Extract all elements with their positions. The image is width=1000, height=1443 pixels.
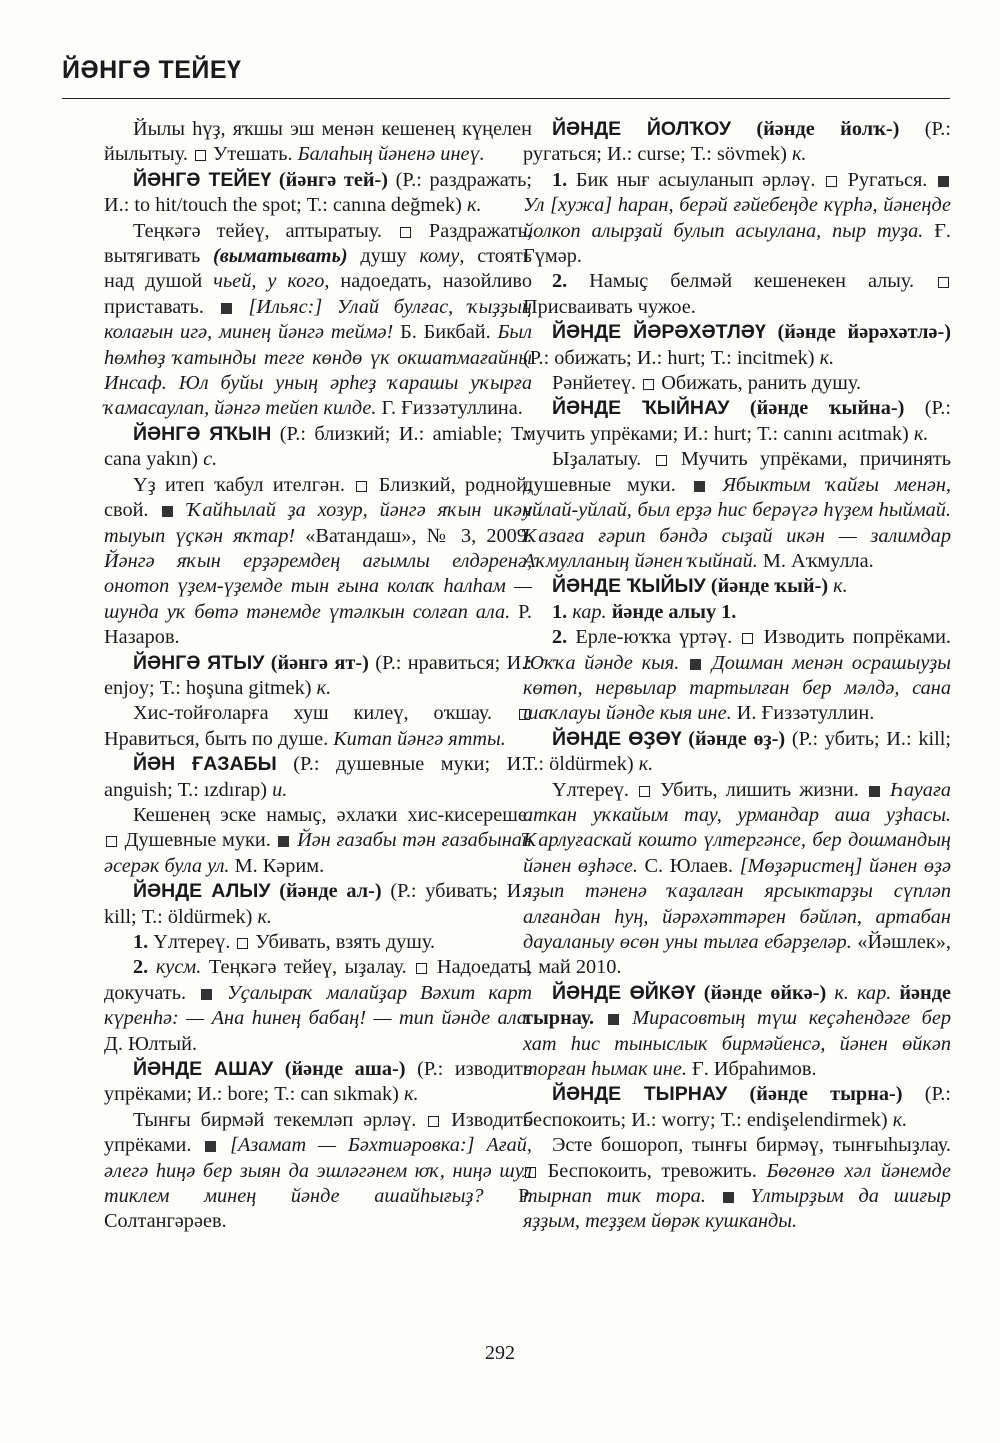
italic-text: [Ильяс:] Улай булғас, ҡыҙҙың колағын игә, минең йәнгә теймә! [104,295,532,344]
body-text: Раздражать, вытягивать [104,219,532,268]
entry-paragraph [523,168,951,270]
italic-text: к. [404,1083,419,1106]
entry-headword-line [104,422,532,473]
header-rule [62,98,950,99]
italic-text: к. кар. [834,981,892,1004]
filled-square-icon [694,481,705,492]
body-text: Р. Солтангәрәев. [104,1185,532,1233]
entry-headword-line [523,574,951,599]
filled-square-icon [608,1014,619,1025]
italic-text: к. [638,753,654,776]
open-square-icon [656,455,667,466]
filled-square-icon [162,506,173,517]
italic-text: к. [466,194,482,217]
filled-square-icon [205,1141,216,1152]
entry-paragraph [104,930,532,955]
open-square-icon [237,938,248,949]
filled-square-icon [278,836,289,847]
body-text: (Р.: душевные муки; И.: anguish; Т.: ızdırap) [104,753,532,801]
filled-square-icon [201,989,212,1000]
italic-text: Юҡҡа йәнде кыя. [523,651,680,674]
filled-square-icon [690,659,701,670]
body-text: Д. Юлтый. [104,1032,198,1055]
headword: ЙӘНДЕ АЛЫУ [133,880,271,903]
left-column [104,117,532,1235]
body-text: (Р.: обижать; И.: hurt; Т.: incitmek) [523,346,820,369]
entry-paragraph [523,600,951,625]
bold-text: (йәнде ал-) [270,880,382,903]
bold-text: 1. [133,931,149,953]
body-text: душу [347,245,420,268]
headword: ЙӘНДЕ ЙОЛҠОУ [552,118,731,140]
bold-text: (йәнде тырна-) [727,1083,903,1106]
entry-headword-line [523,1082,951,1133]
body-text: (Р.: изводить упрёками; И.: bore; Т.: can sıkmak) [104,1058,532,1106]
body-text: Ғ. Ибраһимов. [686,1058,817,1081]
open-square-icon [195,150,206,161]
body-text: (Р.: мучить упрёками; И.: hurt; Т.: canını acıtmak) [523,397,951,445]
headword: ЙӘНДЕ ӨҘӨҮ [552,727,682,750]
filled-square-icon [938,176,949,187]
headword: ЙӘНГӘ ТЕЙЕҮ [133,168,272,191]
italic-text: Һауаға аткан уҡкайым тау, урмандар аша уҙһасы. Ҡарлуғаскай коштo үлтергәнсе, бер дошмандың йәнен өҙһәсе. [523,778,951,877]
entry-headword-line [523,320,951,371]
body-text: , стоять над душой [104,245,532,293]
italic-text: Дошман менән осрашыуҙы көтөп, нервылар тартылған бер мәлдә, сана шаҡлауы йәнде кыя ине. [523,651,951,725]
entry-paragraph [104,701,532,752]
body-text: Хис-тойғоларға хуш килеү, оҡшау. [133,702,517,725]
open-square-icon [416,963,427,974]
entry-headword-line [104,879,532,930]
body-text: (Р.: близкий; И.: amiable; Т.: cana yakın) [104,422,533,471]
italic-text: к. [833,575,848,598]
body-text [679,652,688,674]
bold-text: 2. [552,270,568,293]
body-text: С. Юлаев. [637,854,740,877]
open-square-icon [742,633,753,644]
body-text: Ругаться. [839,168,936,191]
body-text: Близкий, родной, свой. [104,473,532,522]
bold-italic-text: (выматывать) [212,245,348,268]
entry-paragraph [104,955,532,1057]
body-text: Изводить упрёками. [104,1108,533,1157]
body-text: «Йәшлек», 1 май 2010. [523,931,951,979]
bold-text: 1. [552,600,568,623]
body-text: (Р.: беспокоить; И.: worry; Т.: endişelendirmek) [523,1083,951,1131]
open-square-icon [400,227,411,238]
entry-paragraph [104,117,532,168]
entry-headword-line [523,396,951,447]
italic-text: к. [892,1108,908,1131]
open-square-icon [938,277,949,288]
entry-paragraph [523,1133,951,1235]
italic-text: Уҫалыраҡ малайҙар Вәхит карт күренһә: — Ана һинең бабаң! — тип йәнде ала. [104,981,532,1030]
body-text: , надоедать, назойливо приставать. [104,270,533,318]
italic-text: Ябыктым ҡайғы менән, уйлай-уйлай, был ерҙә һис берәүгә һүҙем һыймай. Ҡазаға ғәрип бәндә сыҙай икән — залимдар Аҡмулланың йәнен ҡыйнай. [523,473,951,572]
entry-headword-line [104,651,532,702]
body-text: Присваивать чужое. [523,295,696,318]
bold-text: (йәнде аша-) [273,1058,406,1081]
body-text: Бик нығ асыуланып әрләү. [567,168,825,191]
bold-text: (йәнде өйкә-) [695,981,827,1004]
bold-text: йәнде тырнау. [523,981,951,1030]
italic-text: к. [257,905,272,928]
italic-text: Балаһың йәненә инеү. [297,143,485,166]
bold-text: (йәнде өҙ-) [681,727,786,750]
italic-text: Бөгөнгө хәл йәнемде тырнап тик тора. [523,1159,951,1208]
body-text [706,1185,721,1207]
italic-text: к. [791,143,807,166]
entry-headword-line [104,752,532,803]
body-text: Тынғы бирмәй текемләп әрләү. [133,1108,427,1131]
body-text: Нравиться, быть по душе. [104,727,334,750]
italic-text: кар. [572,600,607,623]
entry-headword-line [523,727,951,778]
entry-paragraph [523,447,951,574]
entry-headword-line [104,1057,532,1108]
bold-text: (йәнде йолҡ-) [730,118,900,140]
filled-square-icon [221,303,232,314]
body-text: Үлтереү. [552,778,638,801]
italic-text: Мирасовтың түш кеҫәһендәге бер хат һис тыныслык бирмәйенсә, йәнен өйкәп торған һымак ине. [523,1007,951,1081]
body-text: Кешенең эске намыҫ, әхлаҡи хис-кисереше. [133,803,532,826]
bold-text: (йәнде ҡыйна-) [729,397,905,420]
body-text: Намыҫ белмәй кешенекен алыу. [567,270,936,293]
italic-text: Йәнгә яҡын ерҙәремдең ағымлы елдәренә, онотоп үҙем-үҙемде тын ғына колаҡ һалһам — шунда уҡ бөтә тәнемде үтәлкын солғап ала. [104,549,532,623]
headword: ЙӘНГӘ ЯҠЫН [133,422,272,445]
entry-paragraph [104,473,532,651]
headword: ЙӘНГӘ ЯТЫУ [133,651,265,674]
body-text: Утешать. [207,143,298,166]
body-text: Йылы һүҙ, яҡшы эш менән кешенең күңелен йылытыу. [104,118,532,166]
headword: ЙӘНДЕ АШАУ [133,1058,274,1081]
body-text [148,956,156,978]
italic-text: Был һөмһөҙ ҡатынды теге көндө үк окшатмағайны Инсаф. Юл буйы уның әрһеҙ ҡарашы уҡырға ҡамасаулап, йәнгә тейеп килде. [104,321,532,420]
bold-text: (йәнде йәрәхәтлә-) [765,321,951,344]
open-square-icon [826,176,837,187]
body-text: «Ватандаш», № 3, 2009. [295,524,532,547]
italic-text: Ҡайһылай ҙа хозур, йәнгә яҡын икән тыуып үҫкән яҡтар! [104,499,533,547]
headword: ЙӘНДЕ ҠЫЙЫУ [552,575,706,598]
italic-text: с. [203,448,218,471]
body-text: Надоедать, докучать. [104,956,532,1004]
bold-text: 1. [552,168,568,191]
italic-text: Китап йәнгә ятты. [333,727,506,750]
entry-paragraph [104,803,532,879]
entry-headword-line [104,168,532,219]
entry-headword-line [523,981,951,1083]
italic-text: к. [913,422,929,445]
italic-text: к. [819,346,835,369]
body-text: (Р.: убивать; И.: kill; Т.: öldürmek) [104,880,532,928]
body-text: Убивать, взять душу. [250,931,436,953]
body-text: (Р.: ругаться; И.: curse; Т.: sövmek) [523,118,951,166]
body-text: Душевные муки. [119,829,277,852]
page-number: 292 [485,1342,515,1364]
body-text: Мучить упрёками, причинять душевные муки. [523,448,952,496]
body-text: Обижать, ранить душу. [656,372,862,395]
headword: ЙӘНДЕ ЙӘРӘХӘТЛӘҮ [552,321,766,344]
open-square-icon [639,786,650,797]
body-text: Р. Назаров. [104,600,532,649]
italic-text: Йән ғазабы тән ғазабынан әсерәк була ул. [104,829,532,877]
body-text: Б. Бикбай. [393,321,498,344]
body-text: Беспокоить, тревожить. [538,1159,767,1182]
open-square-icon [643,379,654,390]
headword: ЙӘНДЕ ҠЫЙНАУ [552,397,730,420]
body-text: (Р.: нравиться; И.: enjoy; Т.: hoşuna gitmek) [104,651,532,699]
body-text: Рәнйетеү. [552,372,642,395]
italic-text: [Мөҙәристең] йәнен өҙә яҙып тәненә ҡаҙалған ярсыктарҙы сүпләп алғандан һуң, йәрәхәттәрен бәйләп, артабан дауаланыу өсөн уны тылға ебәрҙеләр. [523,854,951,953]
body-text: И. Ғиззәтуллин. [731,702,875,725]
bold-text: 2. [552,626,568,649]
body-text: Теңкәгә тейеү, аптыратыу. [133,219,398,242]
body-text: Убить, лишить жизни. [652,778,867,801]
bold-text: (йәнде ҡый-) [705,575,829,598]
italic-text: кому [419,245,460,268]
body-text: М. Аҡмулла. [757,549,874,572]
open-square-icon [356,481,367,492]
italic-text: кусм. [155,956,202,979]
headword: ЙӘН ҒАЗАБЫ [133,753,277,776]
italic-text: Ул [хужа] һаран, берәй ғәйебеңде күрһә, йәнеңде йолкоп алырҙай булып асыулана, пыр туҙа. [523,194,951,242]
entry-paragraph [523,371,951,396]
body-text: Ерле-юҡҡа үртәү. [567,626,741,649]
running-head: ЙӘНГӘ ТЕЙЕҮ [62,56,242,84]
body-text: (Р.: убить; И.: kill; Т.: öldürmek) [523,727,952,776]
italic-text: [Азамат — Бәхтиәровка:] Ағай, әлегә һиңә бер зыян да эшләгәнем юҡ, ниңә шул тиклем минең йәнде ашайһығыҙ? [104,1134,532,1208]
italic-text: чьей, у кого [213,270,325,293]
body-text: Теңкәгә тейеү, ыҙалау. [201,956,415,979]
bold-text: (йәнгә ят-) [264,651,369,674]
filled-square-icon [869,786,880,797]
italic-text: и. [272,778,288,801]
right-column [523,117,951,1235]
body-text: (Р.: раздражать; И.: to hit/touch the spot; Т.: canına değmek) [104,168,533,217]
entry-paragraph [523,778,951,981]
body-text: Үлтереү. [148,931,236,953]
bold-text: 2. [133,956,149,979]
body-text: Үҙ итеп ҡабул ителгән. [133,473,355,496]
body-text: Эсте бошороп, тынғы бирмәү, тынғыһыҙлау. [552,1134,951,1157]
body-text: М. Кәрим. [229,854,325,877]
body-text: Г. Ғиззәтуллина. [376,397,523,420]
headword: ЙӘНДЕ ТЫРНАУ [552,1083,728,1106]
italic-text: Үлтырҙым да шиғыр яҙҙым, теҙҙем йөрәк кушканды. [523,1185,951,1233]
body-text: Ғ. Ғүмәр. [523,219,951,268]
open-square-icon [106,836,117,847]
italic-text: к. [316,676,332,699]
open-square-icon [525,1167,536,1178]
entry-paragraph [523,625,951,727]
bold-text: йәнде алыу 1. [611,600,737,623]
headword: ЙӘНДЕ ӨЙКӘҮ [552,981,696,1004]
filled-square-icon [723,1192,734,1203]
body-text: Ыҙалатыу. [552,448,654,471]
bold-text: (йәнгә тей-) [271,168,389,191]
entry-headword-line [523,117,951,168]
body-text [594,1007,606,1029]
entry-paragraph [104,1108,532,1235]
entry-paragraph [523,269,951,320]
entry-paragraph [104,219,532,422]
body-text: Изводить попрёками. [755,626,951,649]
open-square-icon [428,1116,439,1127]
